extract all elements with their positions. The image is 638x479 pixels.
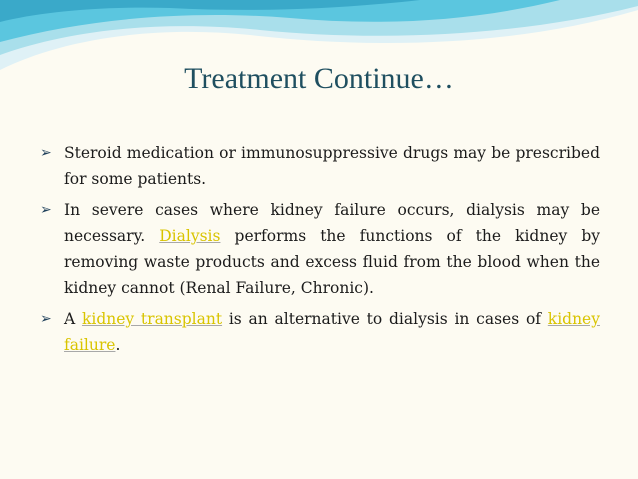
bullet-text: performs the functions of the kidney by removing waste products and excess fluid from the blood when the kidney cannot (Renal Failure, Chronic).	[64, 227, 600, 297]
bullet-text: is an alternative to dialysis in cases of	[222, 310, 548, 328]
dialysis-link[interactable]: Dialysis	[159, 227, 221, 245]
bullet-text: Steroid medication or immunosuppressive drugs may be prescribed for some patients.	[64, 144, 600, 188]
bullet-list	[40, 140, 600, 363]
bullet-arrow-icon: ➢	[40, 311, 52, 327]
bullet-text: A	[64, 310, 82, 328]
kidney-failure-link[interactable]: kidney failure	[64, 310, 600, 354]
bullet-text: .	[115, 336, 121, 354]
kidney-transplant-link[interactable]: kidney transplant	[81, 310, 223, 328]
bullet-item	[40, 306, 600, 358]
bullet-text: In severe cases where kidney failure occurs, dialysis may be necessary.	[64, 201, 600, 245]
bullet-item	[40, 140, 600, 192]
bullet-item	[40, 197, 600, 301]
bullet-arrow-icon: ➢	[40, 145, 52, 161]
bullet-arrow-icon: ➢	[40, 202, 52, 218]
slide-title: Treatment Continue…	[184, 62, 454, 95]
